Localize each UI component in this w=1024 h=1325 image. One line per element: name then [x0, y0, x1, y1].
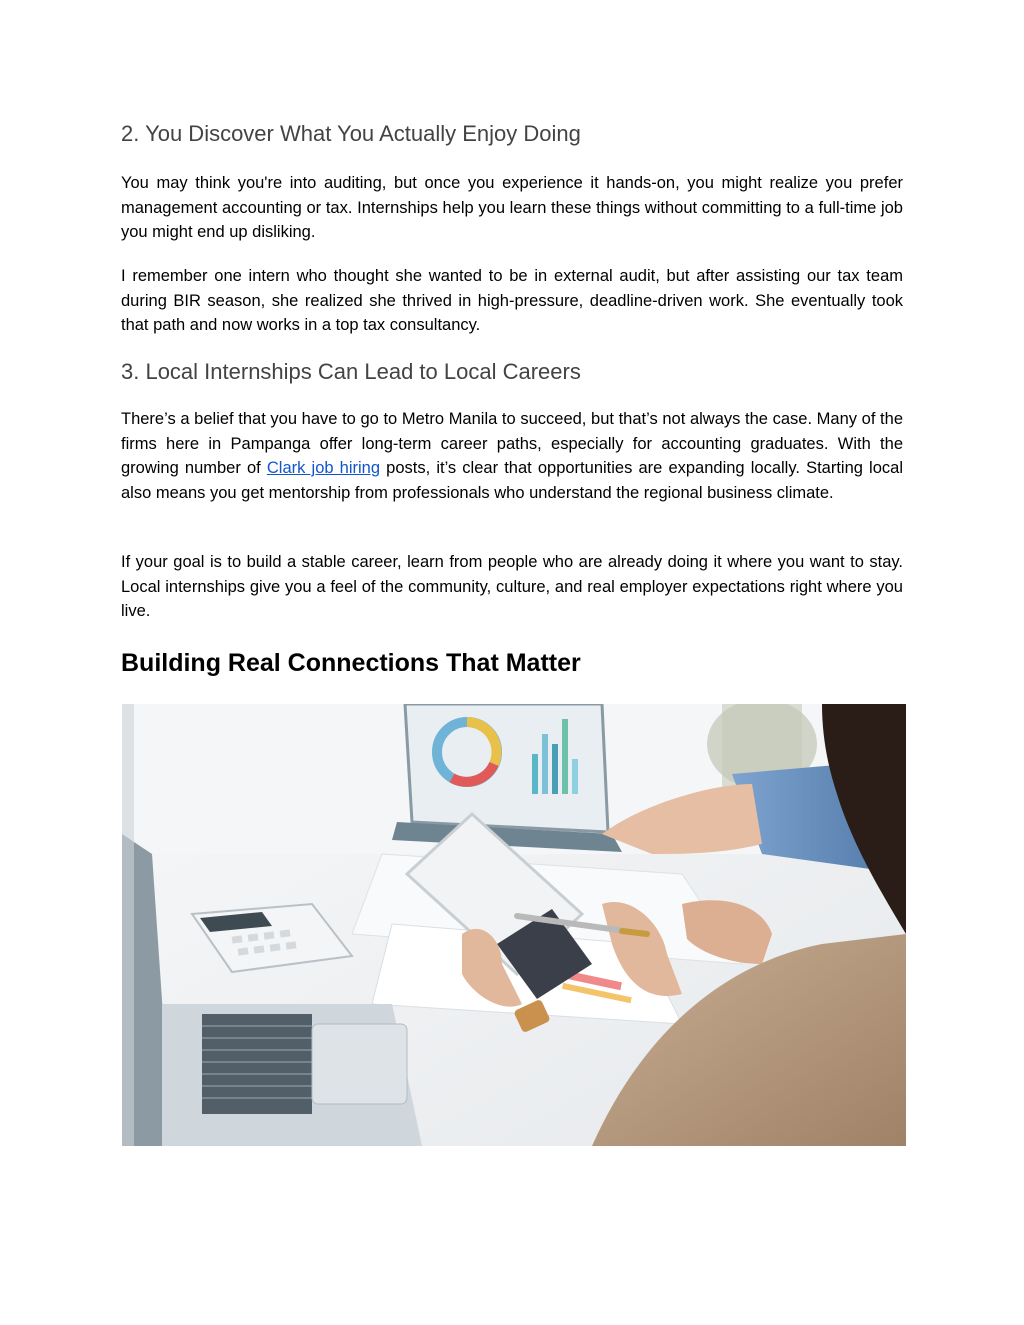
- paragraph-text: There’s a belief that you have to go to Metro Manila to succeed, but that’s not always the case. Many of the firms here in Pampanga offer long-term career paths, especially for accounting graduates. With the growing number of: [121, 410, 903, 477]
- photo-business-meeting-icon: [122, 704, 906, 1146]
- section-2: [121, 120, 903, 148]
- section-3-heading: 3. Local Internships Can Lead to Local Careers: [121, 359, 581, 384]
- section-3-paragraph-1-wrap: [121, 407, 903, 505]
- section-3-paragraph-2: If your goal is to build a stable career, learn from people who are already doing it where you want to stay. Local internships give you a feel of the community, culture, and real employer expectations right where you live.: [121, 553, 903, 620]
- business-meeting-photo: [122, 704, 906, 1146]
- section-2-paragraph-2-wrap: [121, 264, 903, 338]
- section-3-paragraph-1: [121, 407, 903, 505]
- section-2-heading: 2. You Discover What You Actually Enjoy Doing: [121, 121, 581, 146]
- section-3-paragraph-2-wrap: [121, 550, 903, 624]
- section-2-paragraph-2: I remember one intern who thought she wanted to be in external audit, but after assisting our tax team during BIR season, she realized she thrived in high-pressure, deadline-driven work. She eventually took that path and now works in a top tax consultancy.: [121, 267, 903, 334]
- section-3: [121, 358, 903, 386]
- section-title: Building Real Connections That Matter: [121, 649, 581, 677]
- section-title-wrap: [121, 647, 903, 679]
- section-2-paragraph-1-wrap: [121, 171, 903, 245]
- paragraph-text: posts, it’s clear that opportunities are expanding locally. Starting local also means you get mentorship from professionals who understand the regional business climate.: [121, 459, 903, 502]
- section-2-paragraph-1: You may think you're into auditing, but once you experience it hands-on, you might realize you prefer management accounting or tax. Internships help you learn these things without committing to a full-time job you might end up disliking.: [121, 174, 903, 241]
- clark-job-hiring-link[interactable]: Clark job hiring: [266, 459, 381, 477]
